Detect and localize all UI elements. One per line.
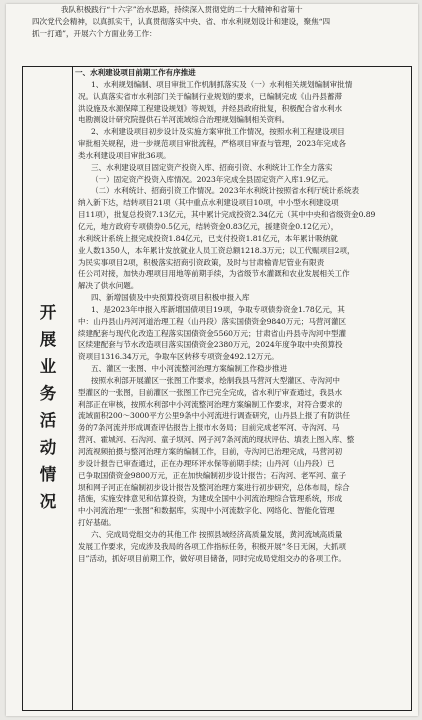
content-line: 坝和网子河正在编制初步设计报告及整河治理方案进行初步研究，总体布局，综合 — [78, 482, 350, 492]
content-line: 为民实事项目2项，积极落实招商引资政策，及时与甘肃榆青尼管业有限责 — [78, 257, 325, 267]
content-line: 1、是2023年申报入库新增国债项目19项，争取专项债券资金1.78亿元，其 — [91, 304, 345, 314]
content-line: 利部正在审核，按照水利部中小河流整河治理方案编制工作要求，对符合要求的 — [78, 399, 343, 409]
content-line: 况。认真落实省市水利部门关于编制行业规划的要求，已编制完成《山丹县蓄滞 — [78, 91, 343, 101]
content-line: 电勘测设计研究院提供石羊河流域综合治理规划编制相关资料。 — [78, 115, 290, 125]
section-title — [23, 299, 73, 515]
section-label-cell — [23, 67, 73, 710]
content-line: 目”活动，抓好项目前期工作，做好项目储备，同时完成局党组交办的各项工作。 — [78, 553, 346, 563]
content-line: 步设计报告已审查通过，正在办理环评水保等前期手续；山丹河（山丹段）已 — [78, 458, 335, 468]
content-line: 业人数1350人，本年累计发放就业人员工资总额1218.3万元；以工代赈项目2项， — [78, 245, 355, 255]
content-line: 发展工作要求，完成涉及我局的各项工作指标任务，积极开展“冬日无闲，大抓项 — [78, 541, 346, 551]
section-title-char: 情 — [39, 465, 57, 484]
content-line: 解决了供水问题。 — [78, 281, 139, 291]
content-line: 1、水利规划编制、项目审批工作机制抓落实及（一）水利相关规划编制审批情 — [91, 79, 353, 89]
content-line: 河流视频拍摄与整河治理方案的编制工作，目前，寺沟河已治理完成，马营河初 — [78, 447, 343, 456]
content-line: 2、水利建设项目初步设计及实施方案审批工作情况，按照水利工程建设项目 — [91, 127, 345, 137]
content-line: 中小河流治理“一张图”和数据库，实现中小河流数字化、网络化、智能化管理 — [78, 506, 335, 516]
content-line: 三、水利建设项目固定资产投资入库、招商引资、水利统计工作全力落实 — [91, 162, 333, 172]
section-title-char: 况 — [39, 492, 57, 511]
content-line: 续建配套与现代化改造工程落实国债资金5560万元；甘肃省山丹县寺沟河中型灌 — [78, 328, 347, 338]
section-title-char: 开 — [39, 303, 57, 322]
form-table — [22, 66, 412, 711]
content-line: 流域面积200～3000平方公里9条中小河流进行调查研究，山丹县上报了有防洪任 — [78, 411, 351, 421]
content-line: 务的7条河流并形成调查评估报告上报市水务局；目前完成老军河、寺沟河、马 — [78, 423, 340, 433]
section-title-char: 展 — [39, 330, 57, 349]
content-line: 类水利建设项目审批36项。 — [78, 150, 171, 160]
content-line: （二）水利统计、招商引资工作情况。2023年水利统计按照省水利厅统计系统表 — [91, 186, 360, 196]
content-line: 水利统计系统上报完成投资1.84亿元，已支付投资1.81亿元，本年累计吸纳就 — [78, 233, 338, 243]
content-line: 中：山丹县山丹河河道治理工程（山丹段）落实国债资金9840万元；马营河灌区 — [78, 316, 347, 326]
content-line: 四、新增国债及中央预算投资项目积极申报入库 — [91, 293, 250, 303]
section-content — [75, 67, 411, 710]
content-line: 目11项），批复总投资7.13亿元，其中累计完成投资2.34亿元（其中中央和省级资金0.89 — [78, 210, 376, 220]
content-line: 五、灌区一张图、中小河流整河治理方案编制工作稳步推进 — [91, 364, 288, 374]
content-line: 按照水利部开展灌区一张图工作要求，绘制我县马营河大型灌区、寺沟河中 — [91, 375, 340, 385]
text-line: 我队积极践行“十六字”治水思路，持续深入贯彻党的二十大精神和省第十 — [61, 5, 303, 14]
content-line: 审批相关规程，进一步规范项目审批流程，严格项目审查与管理，2023年完成各 — [78, 139, 347, 149]
content-line: 型灌区的一张图，目前灌区一张图工作已完全完成，省水利厅审查通过，我县水 — [78, 387, 343, 397]
content-line: 打好基础。 — [78, 518, 116, 528]
content-line: （一）固定资产投资入库情况。2023年完成全县固定资产入库1.9亿元。 — [91, 174, 334, 184]
document-page — [6, 4, 418, 716]
section-title-char: 活 — [39, 411, 57, 430]
content-line: 营河、霍城河、石沟河、童子坝河、网子河7条河流的现状评估、填表上图入库、整 — [78, 435, 355, 445]
section-title-char: 务 — [39, 384, 57, 403]
content-line: 任公司对接，加快办理项目用地等前期手续，为省级节水灌溉和农业发展相关工作 — [78, 269, 350, 279]
section-title-char: 业 — [39, 357, 57, 376]
intro-text — [6, 4, 418, 64]
content-line: 纳入新下达，结转项目21项（其中重点水利建设项目10项，中小型水利建设项 — [78, 198, 339, 208]
text-line: 四次党代会精神，以真抓实干，认真贯彻落实中央、省、市水利规划设计和建设，聚焦“四 — [32, 16, 331, 26]
text-line: 抓一打通”，开展六个方面业务工作： — [32, 28, 157, 38]
section-title-char: 动 — [39, 438, 57, 457]
content-line: 亿元，地方政府专项债券0.5亿元，结转资金0.83亿元，援建资金0.12亿元）， — [78, 221, 339, 231]
content-line: 一、水利建设项目前期工作有序推进 — [75, 68, 196, 77]
content-line: 六、完成局党组交办的其他工作 按照县域经济高质量发展，黄河流域高质量 — [91, 529, 343, 539]
content-line: 已争取国债资金9800万元，正在加快编制初步设计报告；石沟河、老军河、童子 — [78, 470, 347, 480]
content-line: 区续建配套与节水改造项目落实国债资金2380万元，2024年度争取中央预算投 — [78, 340, 343, 350]
content-line: 措施，实施安排意见和估算投资，为建成全国中小河流治理综合管理系统，形成 — [78, 494, 343, 504]
content-line: 洪设施及水源保障工程建设规划》等规划，并经县政府批复，积极配合省水利水 — [78, 103, 343, 113]
content-line: 资项目1316.34万元，争取车区转移专项资金492.12万元。 — [78, 352, 279, 362]
